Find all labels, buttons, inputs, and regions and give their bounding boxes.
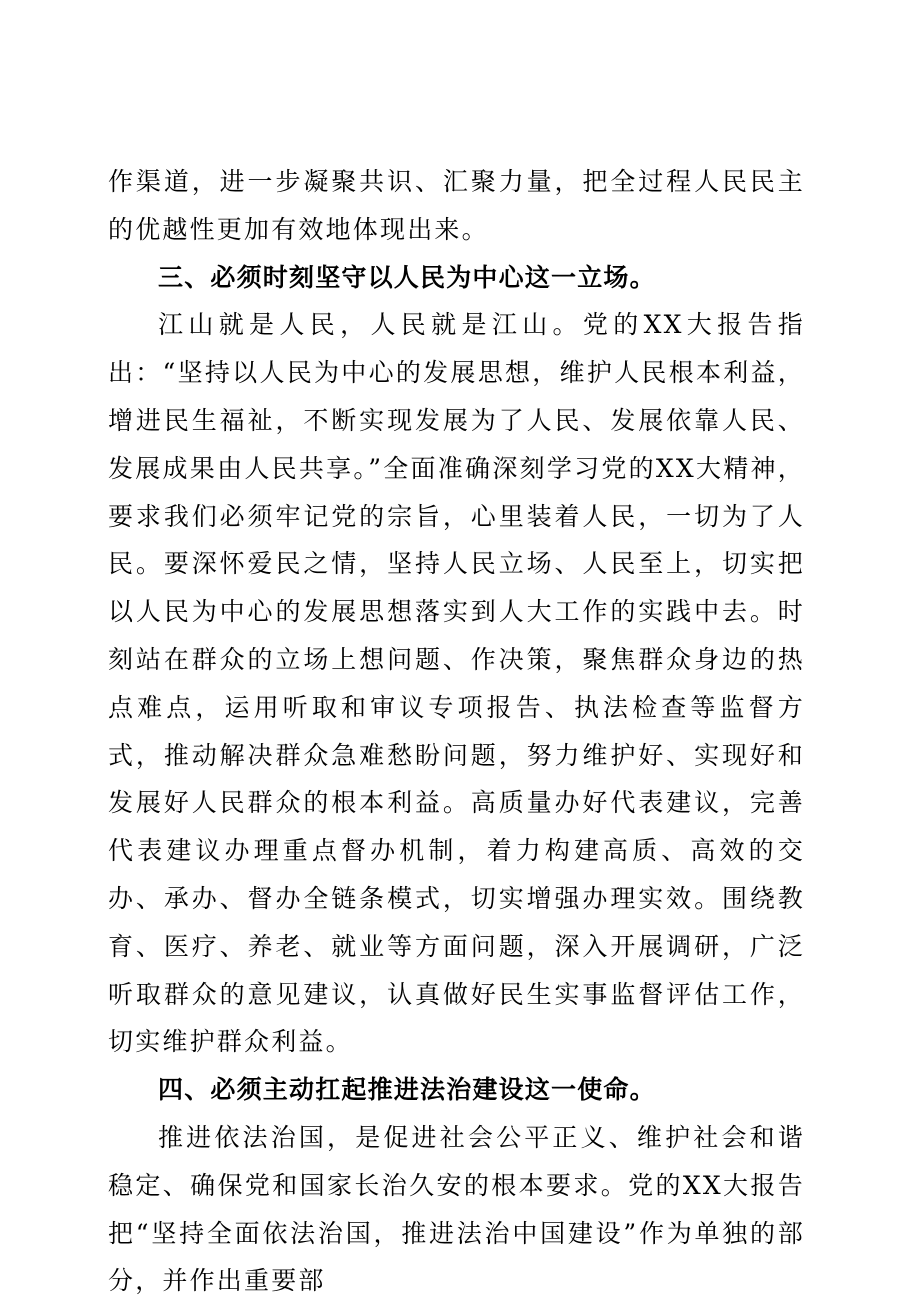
section-heading-four: 四、必须主动扛起推进法治建设这一使命。 xyxy=(158,1075,656,1105)
section-heading-three: 三、必须时刻坚守以人民为中心这一立场。 xyxy=(158,262,656,292)
paragraph-continuation: 作渠道，进一步凝聚共识、汇聚力量，把全过程人民民主的优越性更加有效地体现出来。 xyxy=(108,167,805,244)
paragraph-people-centered: 江山就是人民，人民就是江山。党的XX大报告指出：“坚持以人民为中心的发展思想，维护人民根本利益，增进民生福祉，不断实现发展为了人民、发展依靠人民、发展成果由人民共享。”全面准确深刻学习党的XX大精神，要求我们必须牢记党的宗旨，心里装着人民，一切为了人民。要深怀爱民之情，坚持人民立场、人民至上，切实把以人民为中心的发展思想落实到人大工作的实践中去。时刻站在群众的立场上想问题、作决策，聚焦群众身边的热点难点，运用听取和审议专项报告、执法检查等监督方式，推动解决群众急难愁盼问题，努力维护好、实现好和发展好人民群众的根本利益。高质量办好代表建议，完善代表建议办理重点督办机制，着力构建高质、高效的交办、承办、督办全链条模式，切实增强办理实效。围绕教育、医疗、养老、就业等方面问题，深入开展调研，广泛听取群众的意见建议，认真做好民生实事监督评估工作，切实维护群众利益。 xyxy=(108,310,805,1057)
paragraph-rule-of-law: 推进依法治国，是促进社会公平正义、维护社会和谐稳定、确保党和国家长治久安的根本要求。党的XX大报告把“坚持全面依法治国，推进法治中国建设”作为单独的部分，并作出重要部 xyxy=(108,1122,805,1296)
document-body xyxy=(108,158,805,1305)
